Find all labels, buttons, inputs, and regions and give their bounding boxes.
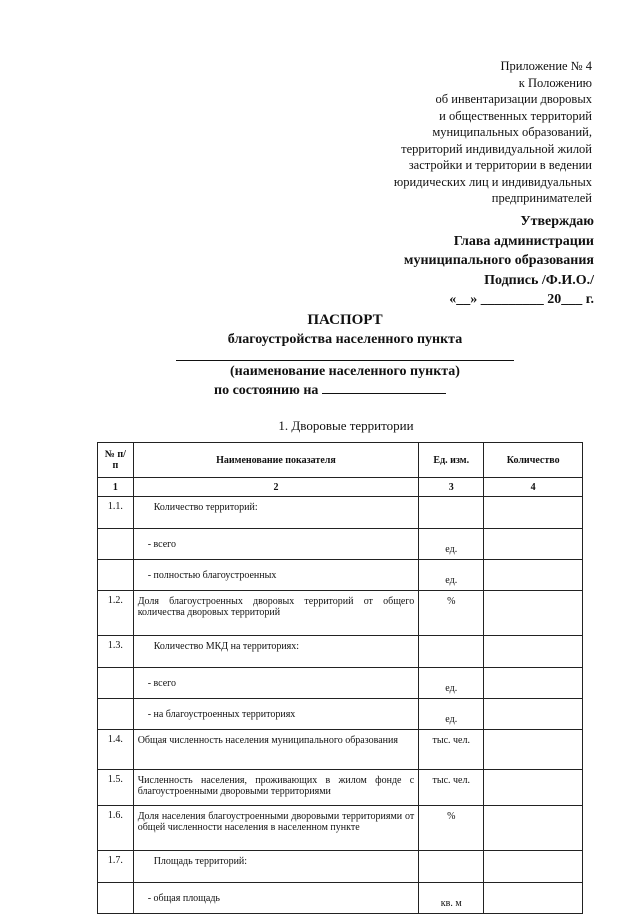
row-number: 1.6. — [98, 806, 134, 851]
table-row — [98, 883, 583, 914]
unit-cell: ед. — [419, 529, 484, 560]
unit-cell: ед. — [419, 560, 484, 591]
header-number: № п/п — [98, 443, 134, 478]
unit-cell — [419, 497, 484, 529]
unit-cell: ед. — [419, 668, 484, 699]
indicator-name: Численность населения, проживающих в жилом фонде с благоустроенными дворовыми территориями — [133, 770, 419, 806]
row-number — [98, 668, 134, 699]
quantity-cell[interactable] — [484, 497, 583, 529]
approval-date: «__» _________ 20___ г. — [449, 292, 594, 307]
indicator-name: - полностью благоустроенных — [133, 560, 419, 591]
quantity-cell[interactable] — [484, 560, 583, 591]
row-number — [98, 699, 134, 730]
row-number — [98, 883, 134, 914]
row-number: 1.3. — [98, 636, 134, 668]
indicator-name: Количество МКД на территориях: — [133, 636, 419, 668]
state-date-label: по состоянию на — [214, 383, 319, 398]
row-number: 1.5. — [98, 770, 134, 806]
settlement-name-line — [176, 360, 514, 361]
appendix-line: и общественных территорий — [439, 108, 592, 123]
row-number — [98, 529, 134, 560]
indicator-name: Доля населения благоустроенными дворовыми территориями от общей численности населения в населенном пункте — [133, 806, 419, 851]
section-heading — [0, 418, 640, 434]
appendix-line: территорий индивидуальной жилой — [401, 141, 592, 156]
state-date-line — [170, 381, 520, 400]
table-row — [98, 591, 583, 636]
header-quantity: Количество — [484, 443, 583, 478]
column-number: 4 — [484, 478, 583, 497]
unit-cell: кв. м — [419, 883, 484, 914]
indicator-name: - на благоустроенных территориях — [133, 699, 419, 730]
quantity-cell[interactable] — [484, 699, 583, 730]
indicator-name: - всего — [133, 529, 419, 560]
table-row — [98, 851, 583, 883]
unit-cell: тыс. чел. — [419, 770, 484, 806]
unit-cell: ед. — [419, 699, 484, 730]
quantity-cell[interactable] — [484, 529, 583, 560]
indicator-name: - всего — [133, 668, 419, 699]
quantity-cell[interactable] — [484, 806, 583, 851]
table-row — [98, 529, 583, 560]
indicators-table — [97, 442, 583, 914]
column-number: 3 — [419, 478, 484, 497]
column-number: 2 — [133, 478, 419, 497]
quantity-cell[interactable] — [484, 591, 583, 636]
indicator-name: Площадь территорий: — [133, 851, 419, 883]
row-number — [98, 560, 134, 591]
table-row — [98, 668, 583, 699]
title-block — [170, 310, 520, 400]
state-date-blank — [322, 381, 446, 394]
appendix-line: Приложение № 4 — [500, 59, 592, 73]
table-header-row — [98, 443, 583, 478]
unit-cell: % — [419, 806, 484, 851]
document-title: ПАСПОРТ — [307, 312, 383, 328]
approval-line: муниципального образования — [403, 253, 594, 268]
section-title: 1. Дворовые территории — [278, 418, 414, 433]
indicator-name: Количество территорий: — [133, 497, 419, 529]
header-unit: Ед. изм. — [419, 443, 484, 478]
table-row — [98, 560, 583, 591]
unit-cell — [419, 636, 484, 668]
row-number: 1.1. — [98, 497, 134, 529]
column-number-row — [98, 478, 583, 497]
appendix-line: застройки и территории в ведении — [408, 158, 592, 172]
quantity-cell[interactable] — [484, 636, 583, 668]
column-number: 1 — [98, 478, 134, 497]
unit-cell: тыс. чел. — [419, 730, 484, 770]
appendix-note — [332, 58, 592, 207]
approval-signature: Подпись /Ф.И.О./ — [484, 272, 594, 288]
quantity-cell[interactable] — [484, 668, 583, 699]
quantity-cell[interactable] — [484, 730, 583, 770]
header-indicator: Наименование показателя — [133, 443, 419, 478]
table-row — [98, 770, 583, 806]
indicator-name: - общая площадь — [133, 883, 419, 914]
table-row — [98, 699, 583, 730]
row-number: 1.2. — [98, 591, 134, 636]
table-row — [98, 497, 583, 529]
quantity-cell[interactable] — [484, 851, 583, 883]
document-subtitle: благоустройства населенного пункта — [227, 332, 463, 347]
quantity-cell[interactable] — [484, 770, 583, 806]
appendix-line: к Положению — [518, 75, 592, 90]
table-row — [98, 636, 583, 668]
indicator-name: Общая численность населения муниципального образования — [133, 730, 419, 770]
appendix-line: муниципальных образований, — [432, 125, 592, 139]
settlement-name-hint: (наименование населенного пункта) — [230, 364, 460, 379]
approval-line: Утверждаю — [520, 214, 594, 229]
table-row — [98, 806, 583, 851]
indicator-name: Доля благоустроенных дворовых территорий от общего количества дворовых территорий — [133, 591, 419, 636]
appendix-line: юридических лиц и индивидуальных — [393, 174, 592, 189]
row-number: 1.7. — [98, 851, 134, 883]
approval-line: Глава администрации — [453, 233, 594, 249]
quantity-cell[interactable] — [484, 883, 583, 914]
approval-block — [314, 212, 594, 310]
unit-cell — [419, 851, 484, 883]
unit-cell: % — [419, 591, 484, 636]
appendix-line: предпринимателей — [491, 191, 592, 205]
row-number: 1.4. — [98, 730, 134, 770]
table-row — [98, 730, 583, 770]
appendix-line: об инвентаризации дворовых — [435, 92, 592, 106]
